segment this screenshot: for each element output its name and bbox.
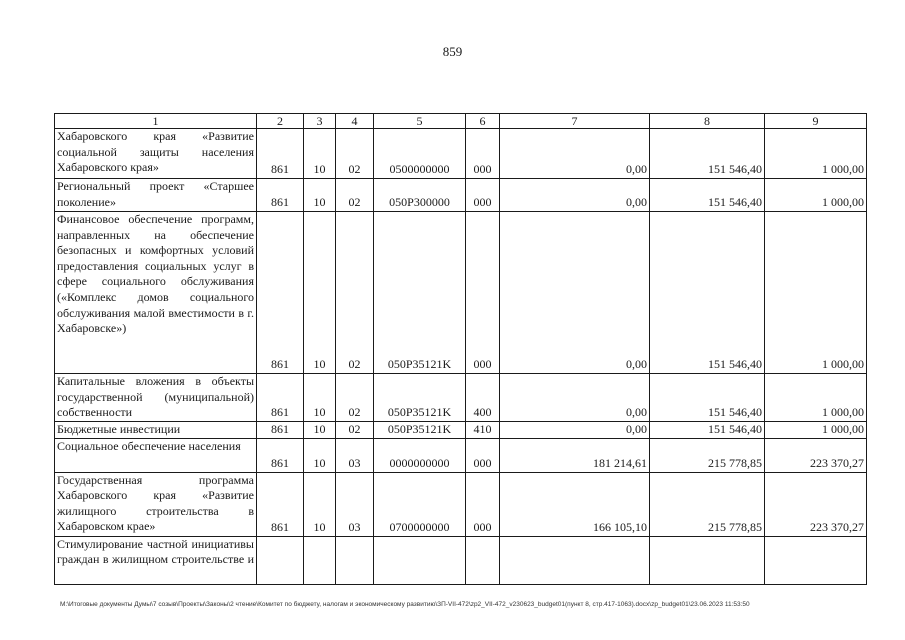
cell-col3: 10 <box>304 438 336 472</box>
row-name: Финансовое обеспечение программ, направленных на обеспечение безопасных и комфортных условий предоставления социальных услуг в сфере социального обслуживания («Комплекс домов социального обслуживания малой вместимости в г. Хабаровске») <box>55 212 257 374</box>
cell-col6: 400 <box>466 374 500 422</box>
cell-col3: 10 <box>304 129 336 179</box>
cell-col2: 861 <box>257 438 304 472</box>
cell-col4: 02 <box>336 212 374 374</box>
cell-col7: 181 214,61 <box>500 438 650 472</box>
cell-col5 <box>374 536 466 584</box>
cell-col8: 215 778,85 <box>650 472 765 536</box>
cell-col4: 02 <box>336 179 374 212</box>
cell-col8: 151 546,40 <box>650 422 765 439</box>
cell-col7: 0,00 <box>500 129 650 179</box>
cell-col4: 02 <box>336 422 374 439</box>
cell-col2: 861 <box>257 179 304 212</box>
cell-col3: 10 <box>304 422 336 439</box>
cell-col4: 03 <box>336 438 374 472</box>
cell-col8: 151 546,40 <box>650 129 765 179</box>
header-cell: 4 <box>336 114 374 129</box>
cell-col9: 1 000,00 <box>765 374 867 422</box>
table-row <box>55 422 867 439</box>
cell-col2: 861 <box>257 472 304 536</box>
table-row <box>55 472 867 536</box>
header-cell: 2 <box>257 114 304 129</box>
cell-col3: 10 <box>304 212 336 374</box>
table-row <box>55 536 867 584</box>
table-row <box>55 129 867 179</box>
cell-col7: 0,00 <box>500 374 650 422</box>
cell-col4: 03 <box>336 472 374 536</box>
cell-col2: 861 <box>257 374 304 422</box>
cell-col8: 215 778,85 <box>650 438 765 472</box>
cell-col9: 1 000,00 <box>765 179 867 212</box>
table-row <box>55 179 867 212</box>
cell-col8: 151 546,40 <box>650 179 765 212</box>
cell-col9 <box>765 536 867 584</box>
row-name: Социальное обеспечение населения <box>55 438 257 472</box>
cell-col3: 10 <box>304 374 336 422</box>
header-cell: 5 <box>374 114 466 129</box>
header-cell: 8 <box>650 114 765 129</box>
cell-col3: 10 <box>304 179 336 212</box>
cell-col5: 0500000000 <box>374 129 466 179</box>
cell-col5: 050P300000 <box>374 179 466 212</box>
cell-col5: 050P35121K <box>374 212 466 374</box>
cell-col6: 000 <box>466 438 500 472</box>
cell-col7: 166 105,10 <box>500 472 650 536</box>
cell-col6: 000 <box>466 129 500 179</box>
cell-col9: 223 370,27 <box>765 438 867 472</box>
header-cell: 1 <box>55 114 257 129</box>
row-name: Региональный проект «Старшее поколение» <box>55 179 257 212</box>
row-name: Стимулирование частной инициативы граждан в жилищном строительстве и <box>55 536 257 584</box>
cell-col9: 223 370,27 <box>765 472 867 536</box>
page-number: 859 <box>442 44 463 59</box>
row-name: Капитальные вложения в объекты государственной (муниципальной) собственности <box>55 374 257 422</box>
table-row <box>55 212 867 374</box>
table-row <box>55 374 867 422</box>
table-row <box>55 438 867 472</box>
budget-table <box>54 113 867 585</box>
cell-col6: 000 <box>466 212 500 374</box>
header-cell: 7 <box>500 114 650 129</box>
cell-col4 <box>336 536 374 584</box>
cell-col2: 861 <box>257 422 304 439</box>
header-cell: 9 <box>765 114 867 129</box>
cell-col9: 1 000,00 <box>765 129 867 179</box>
cell-col7 <box>500 536 650 584</box>
cell-col6: 410 <box>466 422 500 439</box>
cell-col6: 000 <box>466 472 500 536</box>
cell-col9: 1 000,00 <box>765 422 867 439</box>
cell-col8: 151 546,40 <box>650 374 765 422</box>
cell-col4: 02 <box>336 129 374 179</box>
cell-col6: 000 <box>466 179 500 212</box>
cell-col7: 0,00 <box>500 179 650 212</box>
cell-col7: 0,00 <box>500 422 650 439</box>
header-cell: 3 <box>304 114 336 129</box>
cell-col5: 0700000000 <box>374 472 466 536</box>
cell-col2: 861 <box>257 212 304 374</box>
cell-col5: 050P35121K <box>374 374 466 422</box>
cell-col3 <box>304 536 336 584</box>
cell-col2 <box>257 536 304 584</box>
cell-col9: 1 000,00 <box>765 212 867 374</box>
cell-col5: 050P35121K <box>374 422 466 439</box>
cell-col2: 861 <box>257 129 304 179</box>
cell-col8 <box>650 536 765 584</box>
cell-col3: 10 <box>304 472 336 536</box>
row-name: Государственная программа Хабаровского края «Развитие жилищного строительства в Хабаровском крае» <box>55 472 257 536</box>
footer-file-path: M:\Итоговые документы Думы\7 созыв\Проекты\Законы\2 чтение\Комитет по бюджету, налогам и экономическому развитию\ЗП-VII-472\zp2_VII-472_v230623_budget01(пункт 8, стр.417-1063).docx\zp_budget01\23.06.2023 11:53:50 <box>60 601 750 608</box>
cell-col7: 0,00 <box>500 212 650 374</box>
cell-col6 <box>466 536 500 584</box>
row-name: Хабаровского края «Развитие социальной защиты населения Хабаровского края» <box>55 129 257 179</box>
cell-col4: 02 <box>336 374 374 422</box>
header-row <box>55 114 867 129</box>
cell-col8: 151 546,40 <box>650 212 765 374</box>
cell-col5: 0000000000 <box>374 438 466 472</box>
header-cell: 6 <box>466 114 500 129</box>
row-name: Бюджетные инвестиции <box>55 422 257 439</box>
